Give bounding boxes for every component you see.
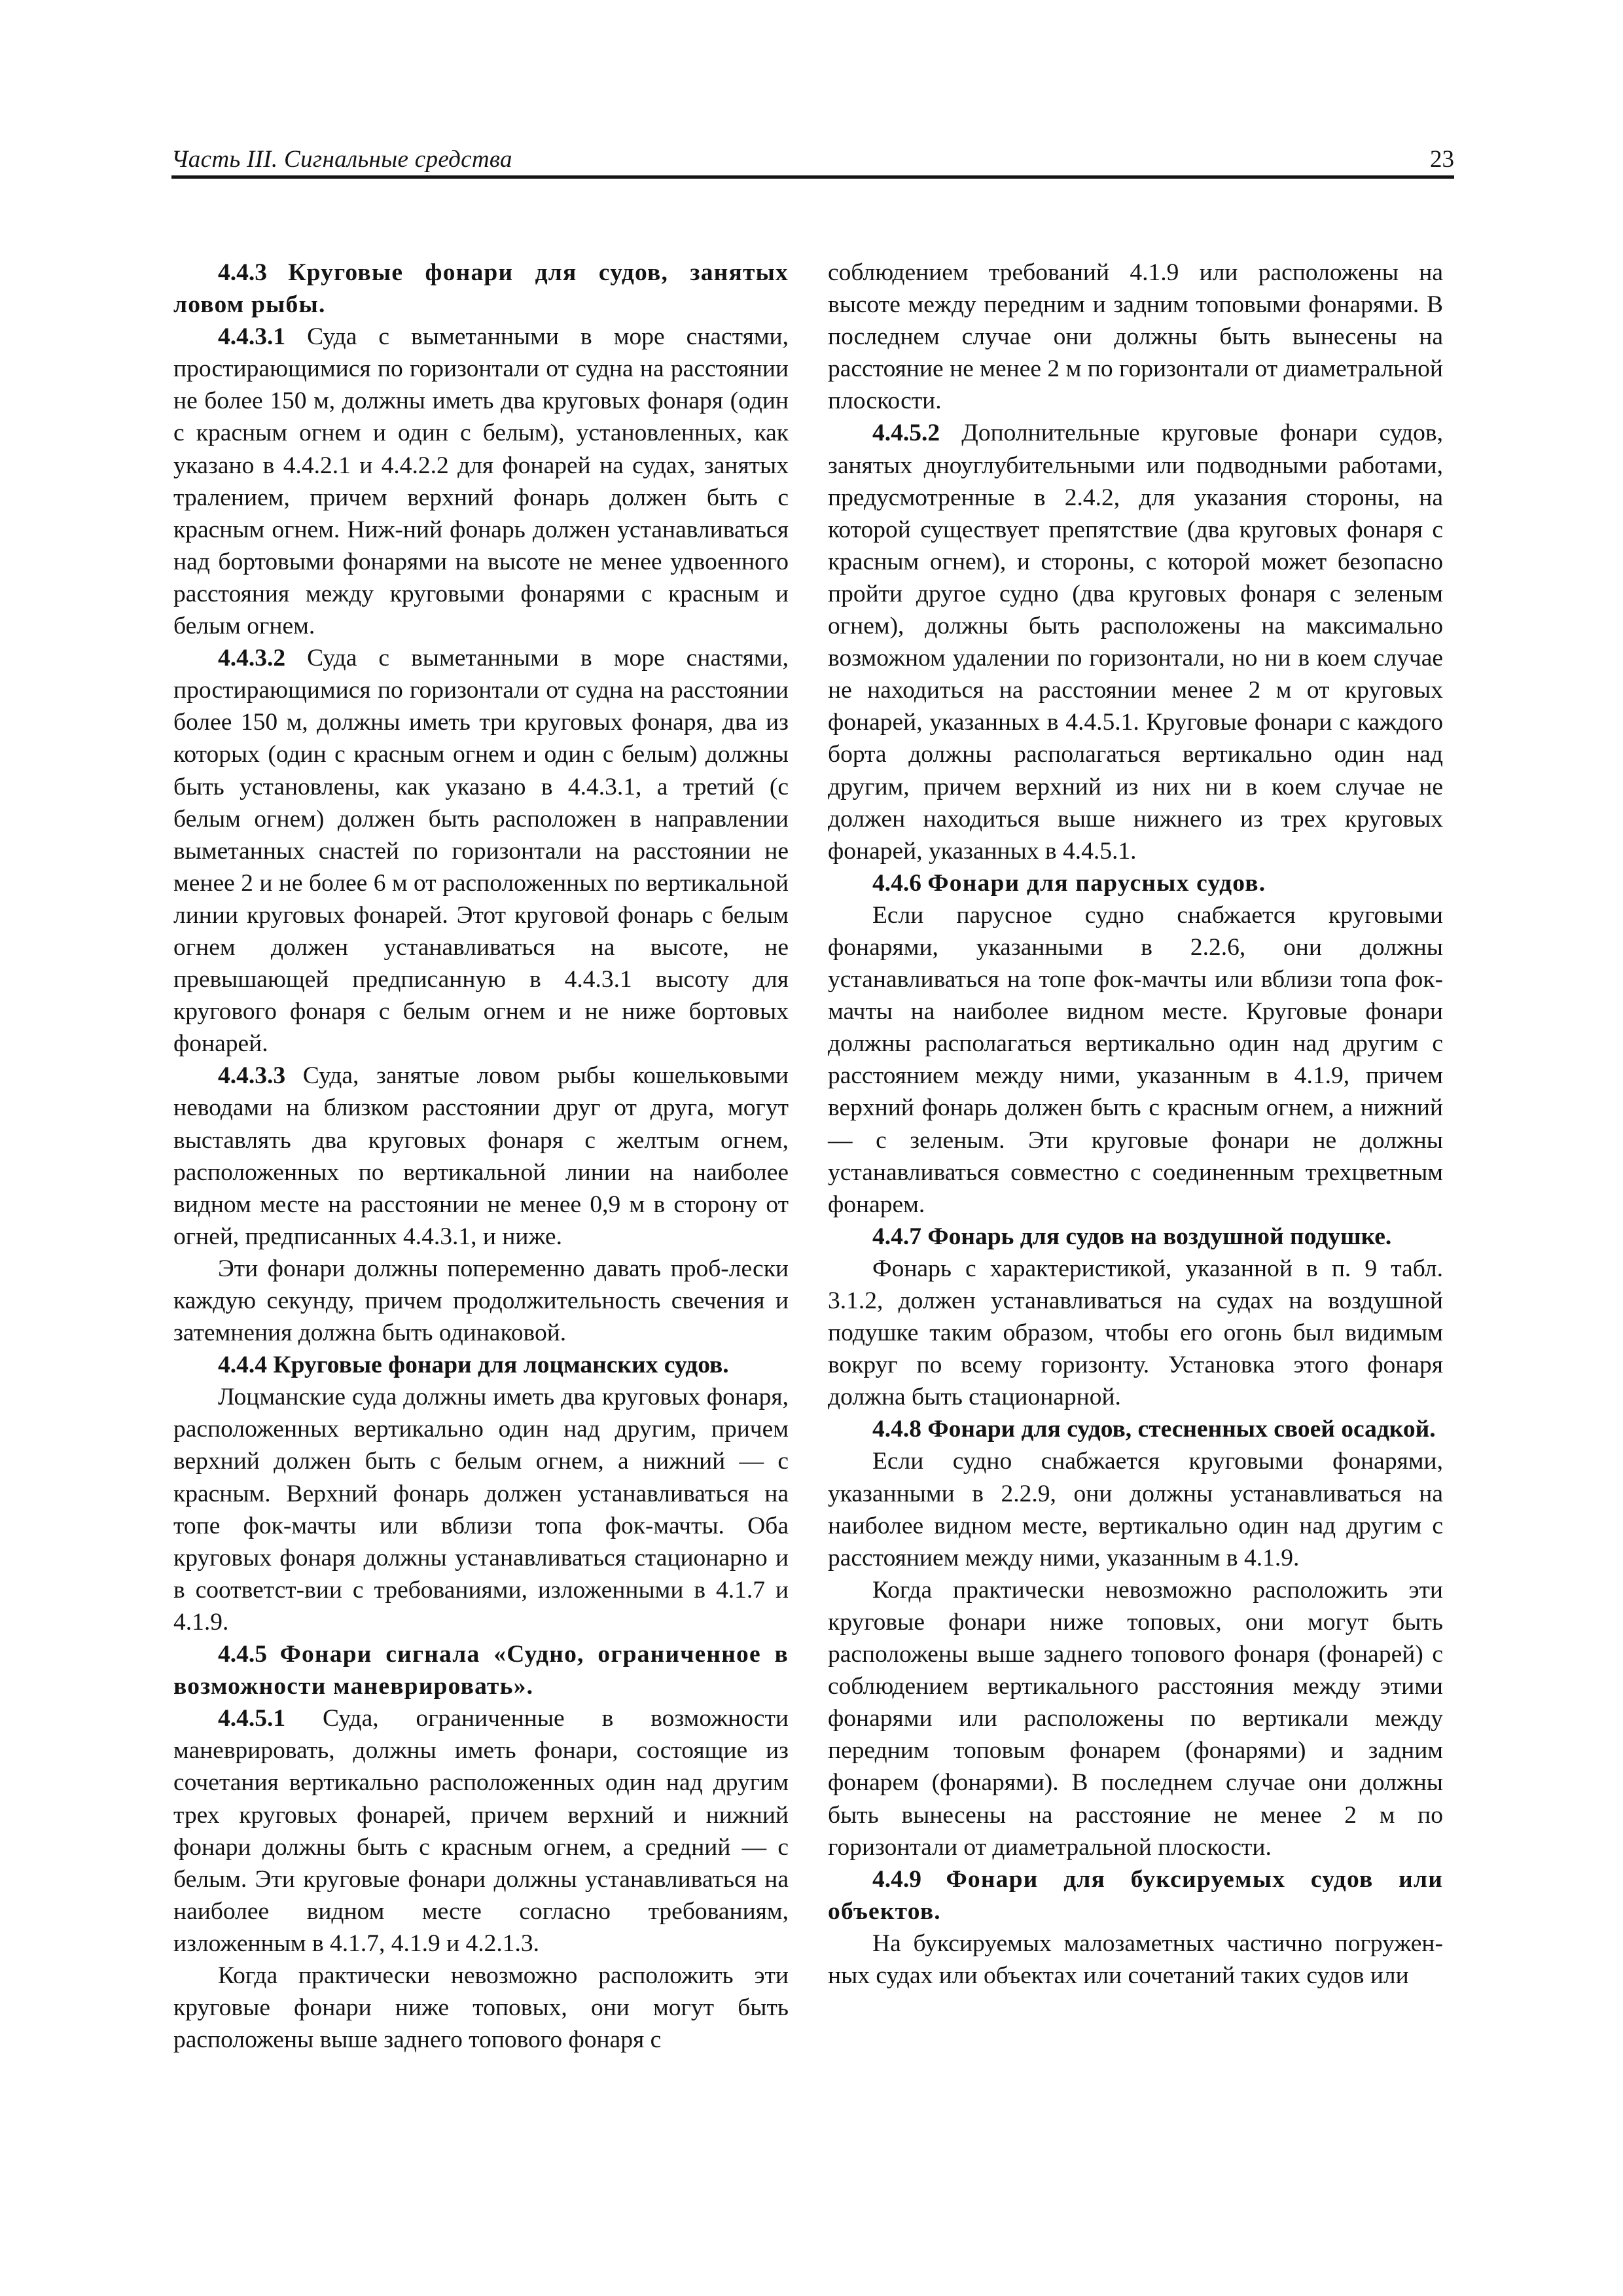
section-heading: 4.4.8 Фонари для судов, стесненных своей осадкой. bbox=[872, 1416, 1436, 1443]
paragraph: 4.4.3.1 Суда с выметанными в море снастями, простирающимися по горизонтали от судна на расстоянии не более 150 м, должны иметь два круговых фонаря (один с красным огнем и один с белым), установленных, как указано в 4.4.2.1 и 4.4.2.2 для фонарей на судах, занятых тралением, причем верхний фонарь должен быть с красным огнем. Ниж-ний фонарь должен устанавливаться над бортовыми фонарями на высоте не менее удвоенного расстояния между круговыми фонарями с красным и белым огнем. bbox=[173, 323, 789, 640]
header-title: Часть III. Сигнальные средства bbox=[171, 146, 512, 173]
section-heading: 4.4.4 Круговые фонари для лоцманских судов. bbox=[218, 1352, 729, 1379]
section-heading: 4.4.6 Фонари для парусных судов. bbox=[872, 869, 1266, 897]
section-heading: 4.4.9 Фонари для буксируемых судов или объектов. bbox=[828, 1865, 1443, 1925]
paragraph: Когда практически невозможно расположить эти круговые фонари ниже топовых, они могут быть расположены выше заднего топового фонаря (фонарей) с соблюдением вертикального расстояния между этими фонарями или расположены по вертикали между передним топовым фонарем (фонарями) и задним фонарем (фонарями). В последнем случае они должны быть вынесены на расстояние не менее 2 м по горизонтали от диаметральной плоскости. bbox=[828, 1576, 1443, 1861]
paragraph: соблюдением требований 4.1.9 или расположены на высоте между передним и задним топовыми фонарями. В последнем случае они должны быть вынесены на расстояние не менее 2 м по горизонтали от диаметральной плоскости. bbox=[828, 259, 1443, 415]
section-heading: 4.4.3 Круговые фонари для судов, занятых ловом рыбы. bbox=[173, 259, 789, 319]
paragraph: На буксируемых малозаметных частично погружен-ных судах или объектах или сочетаний таких судов или bbox=[828, 1929, 1443, 1989]
paragraph: 4.4.5.1 Суда, ограниченные в возможности маневрировать, должны иметь фонари, состоящие из сочетания вертикально расположенных один над другим трех круговых фонарей, причем верхний и нижний фонари должны быть с красным огнем, а средний — с белым. Эти круговые фонари должны устанавливаться на наиболее видном месте согласно требованиям, изложенным в 4.1.7, 4.1.9 и 4.2.1.3. bbox=[173, 1705, 789, 1957]
paragraph: 4.4.5.2 Дополнительные круговые фонари судов, занятых дноуглубительными или подводными работами, предусмотренные в 2.4.2, для указания стороны, на которой существует препятствие (два круговых фонаря с красным огнем), и стороны, с которой может безопасно пройти другое судно (два круговых фонаря с зеленым огнем), должны быть расположены на максимально возможном удалении по горизонтали, но ни в коем случае не находиться на расстоянии менее 2 м от круговых фонарей, указанных в 4.4.5.1. Круговые фонари с каждого борта должны располагаться вертикально один над другим, причем верхний из них ни в коем случае не должен находиться выше нижнего из трех круговых фонарей, указанных в 4.4.5.1. bbox=[828, 420, 1443, 865]
header-rule bbox=[171, 175, 1454, 179]
paragraph: Если судно снабжается круговыми фонарями, указанными в 2.2.9, они должны устанавливаться на наиболее видном месте, вертикально один над другим с расстоянием между ними, указанным в 4.1.9. bbox=[828, 1448, 1443, 1571]
running-header bbox=[171, 143, 1454, 179]
paragraph: 4.4.3.2 Суда с выметанными в море снастями, простирающимися по горизонтали от судна на расстоянии более 150 м, должны иметь три круговых фонаря, два из которых (один с красным огнем и один с белым) должны быть установлены, как указано в 4.4.3.1, а третий (с белым огнем) должен быть расположен в направлении выметанных снастей по горизонтали на расстоянии не менее 2 и не более 6 м от расположенных по вертикальной линии круговых фонарей. Этот круговой фонарь с белым огнем должен устанавливаться на высоте, не превышающей предписанную в 4.4.3.1 высоту для кругового фонаря с белым огнем и не ниже бортовых фонарей. bbox=[173, 645, 789, 1058]
section-heading: 4.4.5 Фонари сигнала «Судно, ограниченное в возможности маневрировать». bbox=[173, 1641, 789, 1700]
paragraph: Когда практически невозможно расположить эти круговые фонари ниже топовых, они могут быть расположены выше заднего топового фонаря с bbox=[173, 1962, 789, 2054]
left-column bbox=[173, 257, 789, 2056]
section-heading: 4.4.7 Фонарь для судов на воздушной подушке. bbox=[872, 1223, 1392, 1250]
right-column bbox=[828, 257, 1443, 1992]
paragraph: Лоцманские суда должны иметь два круговых фонаря, расположенных вертикально один над другим, причем верхний должен быть с белым огнем, а нижний — с красным. Верхний фонарь должен устанавливаться на топе фок-мачты или вблизи топа фок-мачты. Оба круговых фонаря должны устанавливаться стационарно и в соответст-вии с требованиями, изложенными в 4.1.7 и 4.1.9. bbox=[173, 1384, 789, 1636]
paragraph: Фонарь с характеристикой, указанной в п. 9 табл. 3.1.2, должен устанавливаться на судах на воздушной подушке таким образом, чтобы его огонь был видимым вокруг по всему горизонту. Установка этого фонаря должна быть стационарной. bbox=[828, 1255, 1443, 1411]
page-number: 23 bbox=[1430, 146, 1454, 173]
paragraph: Если парусное судно снабжается круговыми фонарями, указанными в 2.2.6, они должны устанавливаться на топе фок-мачты или вблизи топа фок-мачты на наиболее видном месте. Круговые фонари должны располагаться вертикально один над другим с расстоянием между ними, указанным в 4.1.9, причем верхний фонарь должен быть с красным огнем, а нижний — с зеленым. Эти круговые фонари не должны устанавливаться совместно с соединенным трехцветным фонарем. bbox=[828, 901, 1443, 1218]
paragraph: 4.4.3.3 Суда, занятые ловом рыбы кошельковыми неводами на близком расстоянии друг от друга, могут выставлять два круговых фонаря с желтым огнем, расположенных по вертикальной линии на наиболее видном месте на расстоянии не менее 0,9 м в сторону от огней, предписанных 4.4.3.1, и ниже. bbox=[173, 1062, 789, 1250]
paragraph: Эти фонари должны попеременно давать проб-лески каждую секунду, причем продолжительность свечения и затемнения должна быть одинаковой. bbox=[173, 1255, 789, 1347]
